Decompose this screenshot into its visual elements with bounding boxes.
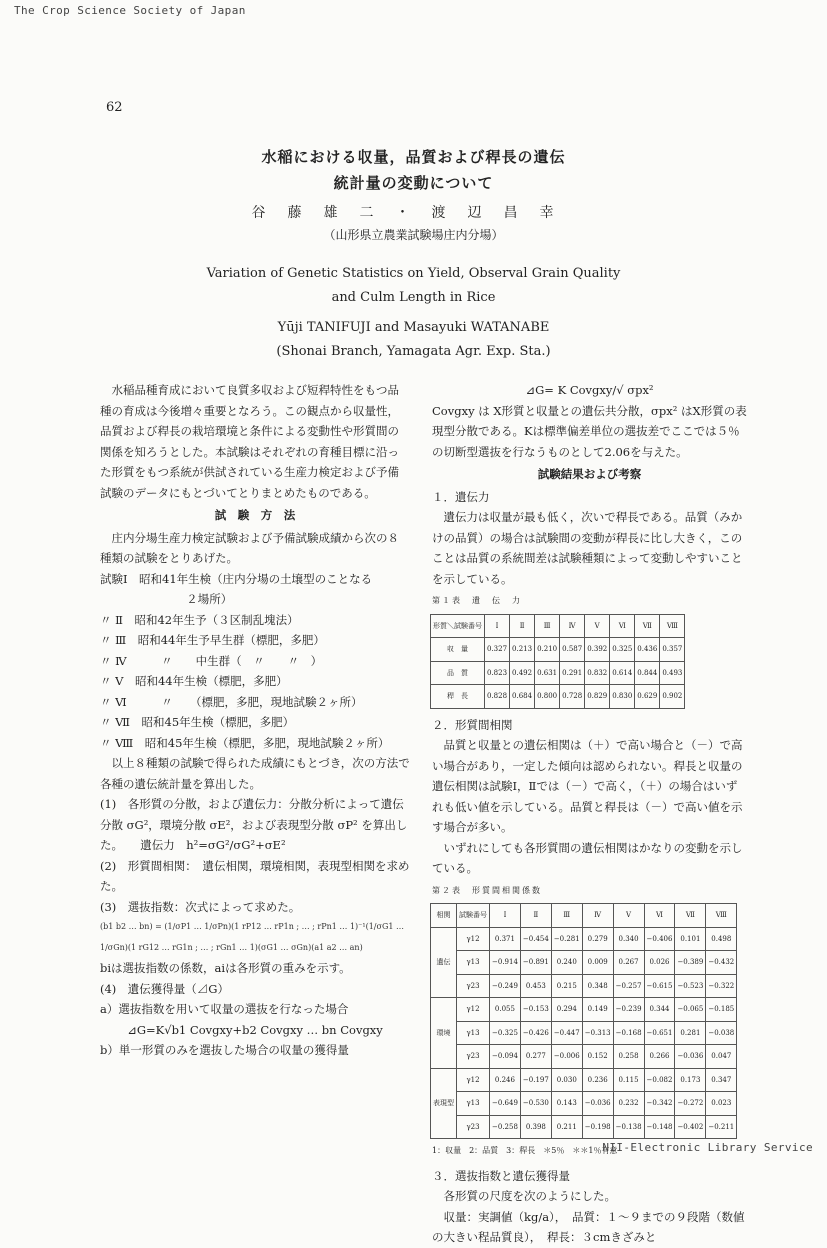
table-cell: 0.258 xyxy=(613,1045,644,1069)
table-cell: −0.138 xyxy=(613,1115,644,1139)
table-cell: γ13 xyxy=(457,1092,490,1116)
table-cell: 0.392 xyxy=(585,638,610,662)
table-cell: 0.215 xyxy=(551,974,582,998)
methods-heading: 試 験 方 法 xyxy=(214,508,296,522)
trial-item: 〃 Ⅷ 昭和45年生検（標肥，多肥，現地試験２ヶ所） xyxy=(100,735,390,750)
table-cell: −0.426 xyxy=(520,1021,551,1045)
method-item-4a: a）選抜指数を用いて収量の選抜を行なった場合 xyxy=(100,1002,349,1016)
table1-caption: 第１表 遺 伝 力 xyxy=(432,596,522,605)
table-cell: −0.272 xyxy=(675,1092,706,1116)
table-row xyxy=(431,998,737,1022)
table2-note: 1：収量 2：品質 3：稈長 ＊5％ ＊＊1％有意 xyxy=(432,1146,618,1155)
table-cell: −0.258 xyxy=(490,1115,521,1139)
table-cell: 0.800 xyxy=(535,685,560,709)
table-row xyxy=(431,1021,737,1045)
table-row xyxy=(431,1045,737,1069)
table-cell: −0.082 xyxy=(644,1068,675,1092)
table-cell: 0.728 xyxy=(560,685,585,709)
formula-b: ⊿G= K Covgxy/√ σpx² xyxy=(525,383,654,397)
title-en-line1: Variation of Genetic Statistics on Yield, Observal Grain Quality xyxy=(206,266,621,281)
table-cell: 0.030 xyxy=(551,1068,582,1092)
table-cell: −0.406 xyxy=(644,927,675,951)
table-header-cell: Ⅵ xyxy=(610,614,635,638)
table-row xyxy=(431,951,737,975)
table-row xyxy=(431,638,685,662)
table-cell: 0.436 xyxy=(635,638,660,662)
table-cell: −0.038 xyxy=(706,1021,737,1045)
table-header-cell: Ⅷ xyxy=(660,614,685,638)
table-cell: 0.023 xyxy=(706,1092,737,1116)
subsection-3-text: 各形質の尺度を次のようにした。 xyxy=(443,1189,616,1203)
table-cell: 0.398 xyxy=(520,1115,551,1139)
method-item-1: (1) 各形質の分散，および遺伝力：分散分析によって遺伝分散 σG²，環境分散 σE²，および表現型分散 σP² を算出した。 遺伝力 h²=σG²/σG²+σE² xyxy=(100,797,408,852)
table-cell: 0.340 xyxy=(613,927,644,951)
table-cell: −0.454 xyxy=(520,927,551,951)
trial-item: 〃 Ⅳ 〃 中生群（ 〃 〃 ） xyxy=(100,653,323,668)
library-footer: NII-Electronic Library Service xyxy=(602,1141,813,1154)
table-cell: 0.453 xyxy=(520,974,551,998)
table-cell: 0.830 xyxy=(610,685,635,709)
table-cell: 品 質 xyxy=(431,661,485,685)
trial-item: 〃 Ⅲ 昭和44年生予早生群（標肥，多肥） xyxy=(100,633,325,647)
table-cell: 0.684 xyxy=(510,685,535,709)
table-cell: 0.348 xyxy=(582,974,613,998)
table-header-cell: Ⅵ xyxy=(644,904,675,928)
formula-a: ⊿G=K√b1 Covgxy+b2 Covgxy … bn Covgxy xyxy=(127,1022,383,1037)
table-header-cell: 形質＼試験番号 xyxy=(431,614,485,638)
table-cell: −0.148 xyxy=(644,1115,675,1139)
subsection-3-text2: 収量：実調値（kg/a）， 品質：１～９までの９段階（数値の大きい程品質良）， 稈長：３cmきざみと xyxy=(432,1209,745,1244)
table-cell: −0.257 xyxy=(613,974,644,998)
table-cell: −0.239 xyxy=(613,998,644,1022)
table-cell: −0.914 xyxy=(490,951,521,975)
summary-text: 以上８種類の試験で得られた成績にもとづき，次の方法で各種の遺伝統計量を算出した。 xyxy=(100,756,410,791)
table-cell: 0.240 xyxy=(551,951,582,975)
table-cell: 0.828 xyxy=(485,685,510,709)
table-cell: 0.498 xyxy=(706,927,737,951)
table-row xyxy=(431,1068,737,1092)
method-item-4: (4) 遺伝獲得量（⊿G） xyxy=(100,981,229,996)
table-cell: −0.523 xyxy=(675,974,706,998)
table-cell: −0.094 xyxy=(490,1045,521,1069)
affiliation-en: (Shonai Branch, Yamagata Agr. Exp. Sta.) xyxy=(276,344,551,359)
table-cell: 0.279 xyxy=(582,927,613,951)
trial-item: 〃 Ⅴ 昭和44年生検（標肥，多肥） xyxy=(100,674,288,688)
table-cell: 0.291 xyxy=(560,661,585,685)
table-header-cell: Ⅲ xyxy=(535,614,560,638)
table-cell: 0.357 xyxy=(660,638,685,662)
table-cell: −0.615 xyxy=(644,974,675,998)
table-header-cell: Ⅲ xyxy=(551,904,582,928)
trial-item: 〃 Ⅱ 昭和42年生予（３区制乱塊法） xyxy=(100,612,299,627)
table-cell: 0.344 xyxy=(644,998,675,1022)
table-cell: 0.492 xyxy=(510,661,535,685)
left-column xyxy=(100,380,410,1061)
selection-index-matrix: (b1 b2 … bn) = (1/σP1 … 1/σPn)(1 rP12 … rP1n ; … ; rPn1 … 1)⁻¹(1/σG1 … 1/σGn)(1 rG12 … rG1n ; … ; rGn1 … 1)(σG1 … σGn)(a1 a2 … an) xyxy=(100,922,404,952)
table-cell: γ12 xyxy=(457,1068,490,1092)
subsection-1: １．遺伝力 xyxy=(432,489,490,504)
table-row xyxy=(431,661,685,685)
table-header-cell: Ⅷ xyxy=(706,904,737,928)
table-row xyxy=(431,974,737,998)
table-cell: −0.649 xyxy=(490,1092,521,1116)
table-cell: 0.832 xyxy=(585,661,610,685)
table-cell: γ12 xyxy=(457,998,490,1022)
table-cell: 稈 長 xyxy=(431,685,485,709)
right-column xyxy=(432,380,747,1248)
methods-text: 庄内分場生産力検定試験および予備試験成績から次の８種類の試験をとりあげた。 xyxy=(100,530,399,565)
table-row xyxy=(431,1115,737,1139)
table-cell: γ23 xyxy=(457,974,490,998)
table-cell: 0.009 xyxy=(582,951,613,975)
table-group-label: 環境 xyxy=(431,998,457,1069)
table-cell: 0.844 xyxy=(635,661,660,685)
table-cell: −0.249 xyxy=(490,974,521,998)
table-row xyxy=(431,1092,737,1116)
table-header-cell: 試験番号 xyxy=(457,904,490,928)
table-header-cell: Ⅱ xyxy=(510,614,535,638)
table-cell: −0.432 xyxy=(706,951,737,975)
table-header-cell: Ⅳ xyxy=(582,904,613,928)
table-cell: 0.026 xyxy=(644,951,675,975)
table-cell: 0.210 xyxy=(535,638,560,662)
table-cell: 0.371 xyxy=(490,927,521,951)
table-cell: −0.891 xyxy=(520,951,551,975)
table-cell: γ13 xyxy=(457,951,490,975)
subsection-1-text: 遺伝力は収量が最も低く，次いで稈長である。品質（みかけの品質）の場合は試験間の変動が稈長に比し大きく，このことは品質の系統間差は試験種類によって変動しやすいことを示している。 xyxy=(432,510,743,586)
table-cell: 0.267 xyxy=(613,951,644,975)
table-cell: −0.006 xyxy=(551,1045,582,1069)
table-cell: 0.823 xyxy=(485,661,510,685)
table-header-row xyxy=(431,614,685,638)
method-item-3b: biは選抜指数の係数，aiは各形質の重みを示す。 xyxy=(100,961,351,975)
table-cell: −0.325 xyxy=(490,1021,521,1045)
table-cell: −0.168 xyxy=(613,1021,644,1045)
table-cell: −0.651 xyxy=(644,1021,675,1045)
table-cell: 0.281 xyxy=(675,1021,706,1045)
table-row xyxy=(431,685,685,709)
heritability-table xyxy=(430,614,685,709)
subsection-2-text2: いずれにしても各形質間の遺伝相関はかなりの変動を示している。 xyxy=(432,840,743,875)
method-item-3: (3) 選抜指数：次式によって求めた。 xyxy=(100,899,301,914)
table-cell: 0.246 xyxy=(490,1068,521,1092)
title-en-line2: and Culm Length in Rice xyxy=(331,290,496,305)
table-cell: 0.232 xyxy=(613,1092,644,1116)
authors-en: Yūji TANIFUJI and Masayuki WATANABE xyxy=(277,320,550,335)
table-cell: 0.266 xyxy=(644,1045,675,1069)
trial-list xyxy=(100,569,410,754)
table-cell: γ23 xyxy=(457,1115,490,1139)
table-cell: 収 量 xyxy=(431,638,485,662)
table-cell: 0.629 xyxy=(635,685,660,709)
table-cell: 0.902 xyxy=(660,685,685,709)
subsection-2-text: 品質と収量との遺伝相関は（＋）で高い場合と（－）で高い場合があり，一定した傾向は認められない。稈長と収量の遺伝相関は試験Ⅰ，Ⅱでは（－）で高く，（＋）の場合はいずれも低い値を示している。品質と稈長は（－）で高い値を示す場合が多い。 xyxy=(432,738,743,834)
table-cell: γ13 xyxy=(457,1021,490,1045)
table-cell: 0.152 xyxy=(582,1045,613,1069)
method-item-4b: b）単一形質のみを選抜した場合の収量の獲得量 xyxy=(100,1043,349,1057)
table-cell: 0.327 xyxy=(485,638,510,662)
affiliation-ja: （山形県立農業試験場庄内分場） xyxy=(323,228,504,242)
table-header-cell: Ⅰ xyxy=(485,614,510,638)
table-cell: −0.036 xyxy=(582,1092,613,1116)
table-cell: −0.342 xyxy=(644,1092,675,1116)
table-cell: 0.587 xyxy=(560,638,585,662)
trial-item: 試験Ⅰ 昭和41年生検（庄内分場の土壌型のことなる xyxy=(100,571,373,586)
table-cell: −0.530 xyxy=(520,1092,551,1116)
table-cell: −0.402 xyxy=(675,1115,706,1139)
results-heading: 試験結果および考察 xyxy=(537,467,642,481)
table-cell: −0.389 xyxy=(675,951,706,975)
trial-item: 〃 Ⅵ 〃 （標肥，多肥，現地試験２ヶ所） xyxy=(100,694,363,709)
table-cell: 0.173 xyxy=(675,1068,706,1092)
table-header-cell: Ⅴ xyxy=(585,614,610,638)
table-cell: 0.347 xyxy=(706,1068,737,1092)
society-header: The Crop Science Society of Japan xyxy=(14,4,246,17)
title-ja-line1: 水稲における収量，品質および稈長の遺伝 xyxy=(261,148,566,166)
table-cell: 0.294 xyxy=(551,998,582,1022)
table-header-cell: 相関 xyxy=(431,904,457,928)
table-cell: 0.277 xyxy=(520,1045,551,1069)
table-cell: 0.631 xyxy=(535,661,560,685)
table-group-label: 遺伝 xyxy=(431,927,457,998)
table-cell: 0.149 xyxy=(582,998,613,1022)
table-header-cell: Ⅴ xyxy=(613,904,644,928)
subsection-2: ２．形質間相関 xyxy=(432,717,513,732)
trial-item: ２場所） xyxy=(186,592,233,606)
table-cell: γ23 xyxy=(457,1045,490,1069)
table-cell: 0.211 xyxy=(551,1115,582,1139)
table-cell: −0.447 xyxy=(551,1021,582,1045)
intro-paragraph: 水稲品種育成において良質多収および短稈特性をもつ品種の育成は今後増々重要となろう。この観点から収量性，品質および稈長の栽培環境と条件による変動性や形質間の関係を知ろうとした。本試験はそれぞれの育種目標に沿った形質をもつ系統が供試されている生産力検定および予備試験のデータにもとづいてとりまとめたものである。 xyxy=(100,383,399,500)
table-header-cell: Ⅰ xyxy=(490,904,521,928)
trial-item: 〃 Ⅶ 昭和45年生検（標肥，多肥） xyxy=(100,715,295,729)
table-header-cell: Ⅶ xyxy=(675,904,706,928)
table-cell: 0.325 xyxy=(610,638,635,662)
table-cell: −0.065 xyxy=(675,998,706,1022)
table-cell: γ12 xyxy=(457,927,490,951)
table-cell: 0.493 xyxy=(660,661,685,685)
table-cell: 0.236 xyxy=(582,1068,613,1092)
table-cell: 0.055 xyxy=(490,998,521,1022)
table-cell: 0.101 xyxy=(675,927,706,951)
table-cell: −0.036 xyxy=(675,1045,706,1069)
table-cell: −0.322 xyxy=(706,974,737,998)
table-cell: 0.213 xyxy=(510,638,535,662)
table-cell: −0.313 xyxy=(582,1021,613,1045)
table-header-cell: Ⅶ xyxy=(635,614,660,638)
table-cell: −0.198 xyxy=(582,1115,613,1139)
table-cell: 0.614 xyxy=(610,661,635,685)
table-header-row xyxy=(431,904,737,928)
table-cell: −0.185 xyxy=(706,998,737,1022)
table-group-label: 表現型 xyxy=(431,1068,457,1139)
table-cell: −0.281 xyxy=(551,927,582,951)
formula-b-text: Covgxy は X形質と収量との遺伝共分散，σpx² はX形質の表現型分散である。Kは標準偏差単位の選抜差でここでは５％の切断型選抜を行なうものとして2.06を与えた。 xyxy=(432,403,747,459)
table-cell: −0.153 xyxy=(520,998,551,1022)
correlation-table xyxy=(430,903,737,1139)
table-cell: −0.197 xyxy=(520,1068,551,1092)
table-cell: 0.143 xyxy=(551,1092,582,1116)
table-cell: 0.047 xyxy=(706,1045,737,1069)
table2-caption: 第２表 形質間相関係数 xyxy=(432,885,542,895)
table-cell: 0.829 xyxy=(585,685,610,709)
title-ja-line2: 統計量の変動について xyxy=(333,174,494,192)
authors-ja: 谷藤雄二・渡辺昌幸 xyxy=(251,205,576,221)
subsection-3: ３．選抜指数と遺伝獲得量 xyxy=(432,1168,570,1183)
table-cell: −0.211 xyxy=(706,1115,737,1139)
table-cell: 0.115 xyxy=(613,1068,644,1092)
page-number: 62 xyxy=(106,100,123,115)
method-item-2: (2) 形質間相関： 遺伝相関，環境相関，表現型相関を求めた。 xyxy=(100,858,410,893)
table-header-cell: Ⅳ xyxy=(560,614,585,638)
table-row xyxy=(431,927,737,951)
table-header-cell: Ⅱ xyxy=(520,904,551,928)
